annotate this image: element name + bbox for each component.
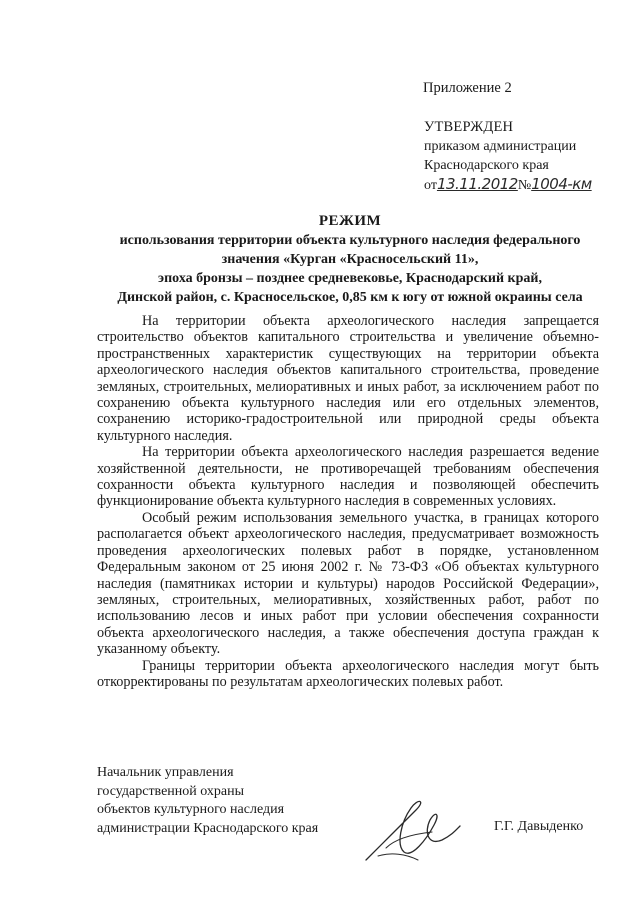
title-heading: РЕЖИМ (318, 213, 382, 229)
order-line-2: Краснодарского края (424, 158, 549, 173)
order-line-1: приказом администрации (424, 139, 577, 154)
approval-stamp (424, 118, 592, 195)
signatory-line-2: государственной охраны (97, 783, 245, 799)
signatory-line-4: администрации Краснодарского края (97, 820, 319, 836)
paragraph-4: Границы территории объекта археологического наследия могут быть откорректированы по результатам археологических полевых работ. (97, 657, 599, 690)
title-line-4: Динской район, с. Красносельское, 0,85 км к югу от южной окраины села (117, 290, 583, 305)
paragraph-3: Особый режим использования земельного участка, в границах которого располагается объект археологического наследия, предусматривает возможность проведения археологических полевых работ в порядке, установленном Федеральным законом от 25 июня 2002 г. № 73-ФЗ «Об объектах культурного наследия (памятниках истории и культуры) народов Российской Федерации», земляных, строительных, мелиоративных, хозяйственных работ, работ по использованию лесов и иных работ при условии обеспечения сохранности объекта археологического наследия, а также обеспечения доступа граждан к указанному объекту. (97, 509, 599, 658)
signatory-position (97, 764, 318, 838)
order-date-line (424, 175, 592, 195)
handwritten-date: 13.11.2012 (436, 175, 518, 193)
number-prefix: № (517, 178, 532, 193)
document-title (90, 212, 610, 307)
title-line-1: использования территории объекта культурного наследия федерального (119, 233, 581, 248)
date-prefix: от (424, 178, 437, 193)
signatory-line-1: Начальник управления (97, 765, 234, 780)
title-line-2: значения «Курган «Красносельский 11», (221, 252, 479, 267)
title-line-3: эпоха бронзы – позднее средневековье, Краснодарский край, (158, 271, 542, 286)
handwritten-signature (356, 790, 466, 870)
signatory-name: Г.Г. Давыденко (494, 819, 584, 834)
handwritten-number: 1004-км (531, 175, 592, 193)
paragraph-1: На территории объекта археологического наследия запрещается строительство объектов капитального строительства и увеличение объемно-пространственных характеристик существующих на территории объекта археологического наследия объектов капитального строительства, проведение земляных, строительных, мелиоративных и иных работ, за исключением работ по сохранению объекта культурного наследия или его отдельных элементов, сохранению историко-градостроительной или природной среды объекта культурного наследия. (97, 313, 599, 444)
appendix-label: Приложение 2 (423, 80, 512, 96)
signatory-line-3: объектов культурного наследия (97, 802, 285, 817)
approved-heading: УТВЕРЖДЕН (424, 119, 514, 135)
paragraph-2: На территории объекта археологического наследия разрешается ведение хозяйственной деятельности, не противоречащей требованиям обеспечения сохранности объекта культурного наследия и позволяющей обеспечить функционирование объекта культурного наследия в современных условиях. (97, 444, 599, 510)
document-body (97, 313, 599, 690)
